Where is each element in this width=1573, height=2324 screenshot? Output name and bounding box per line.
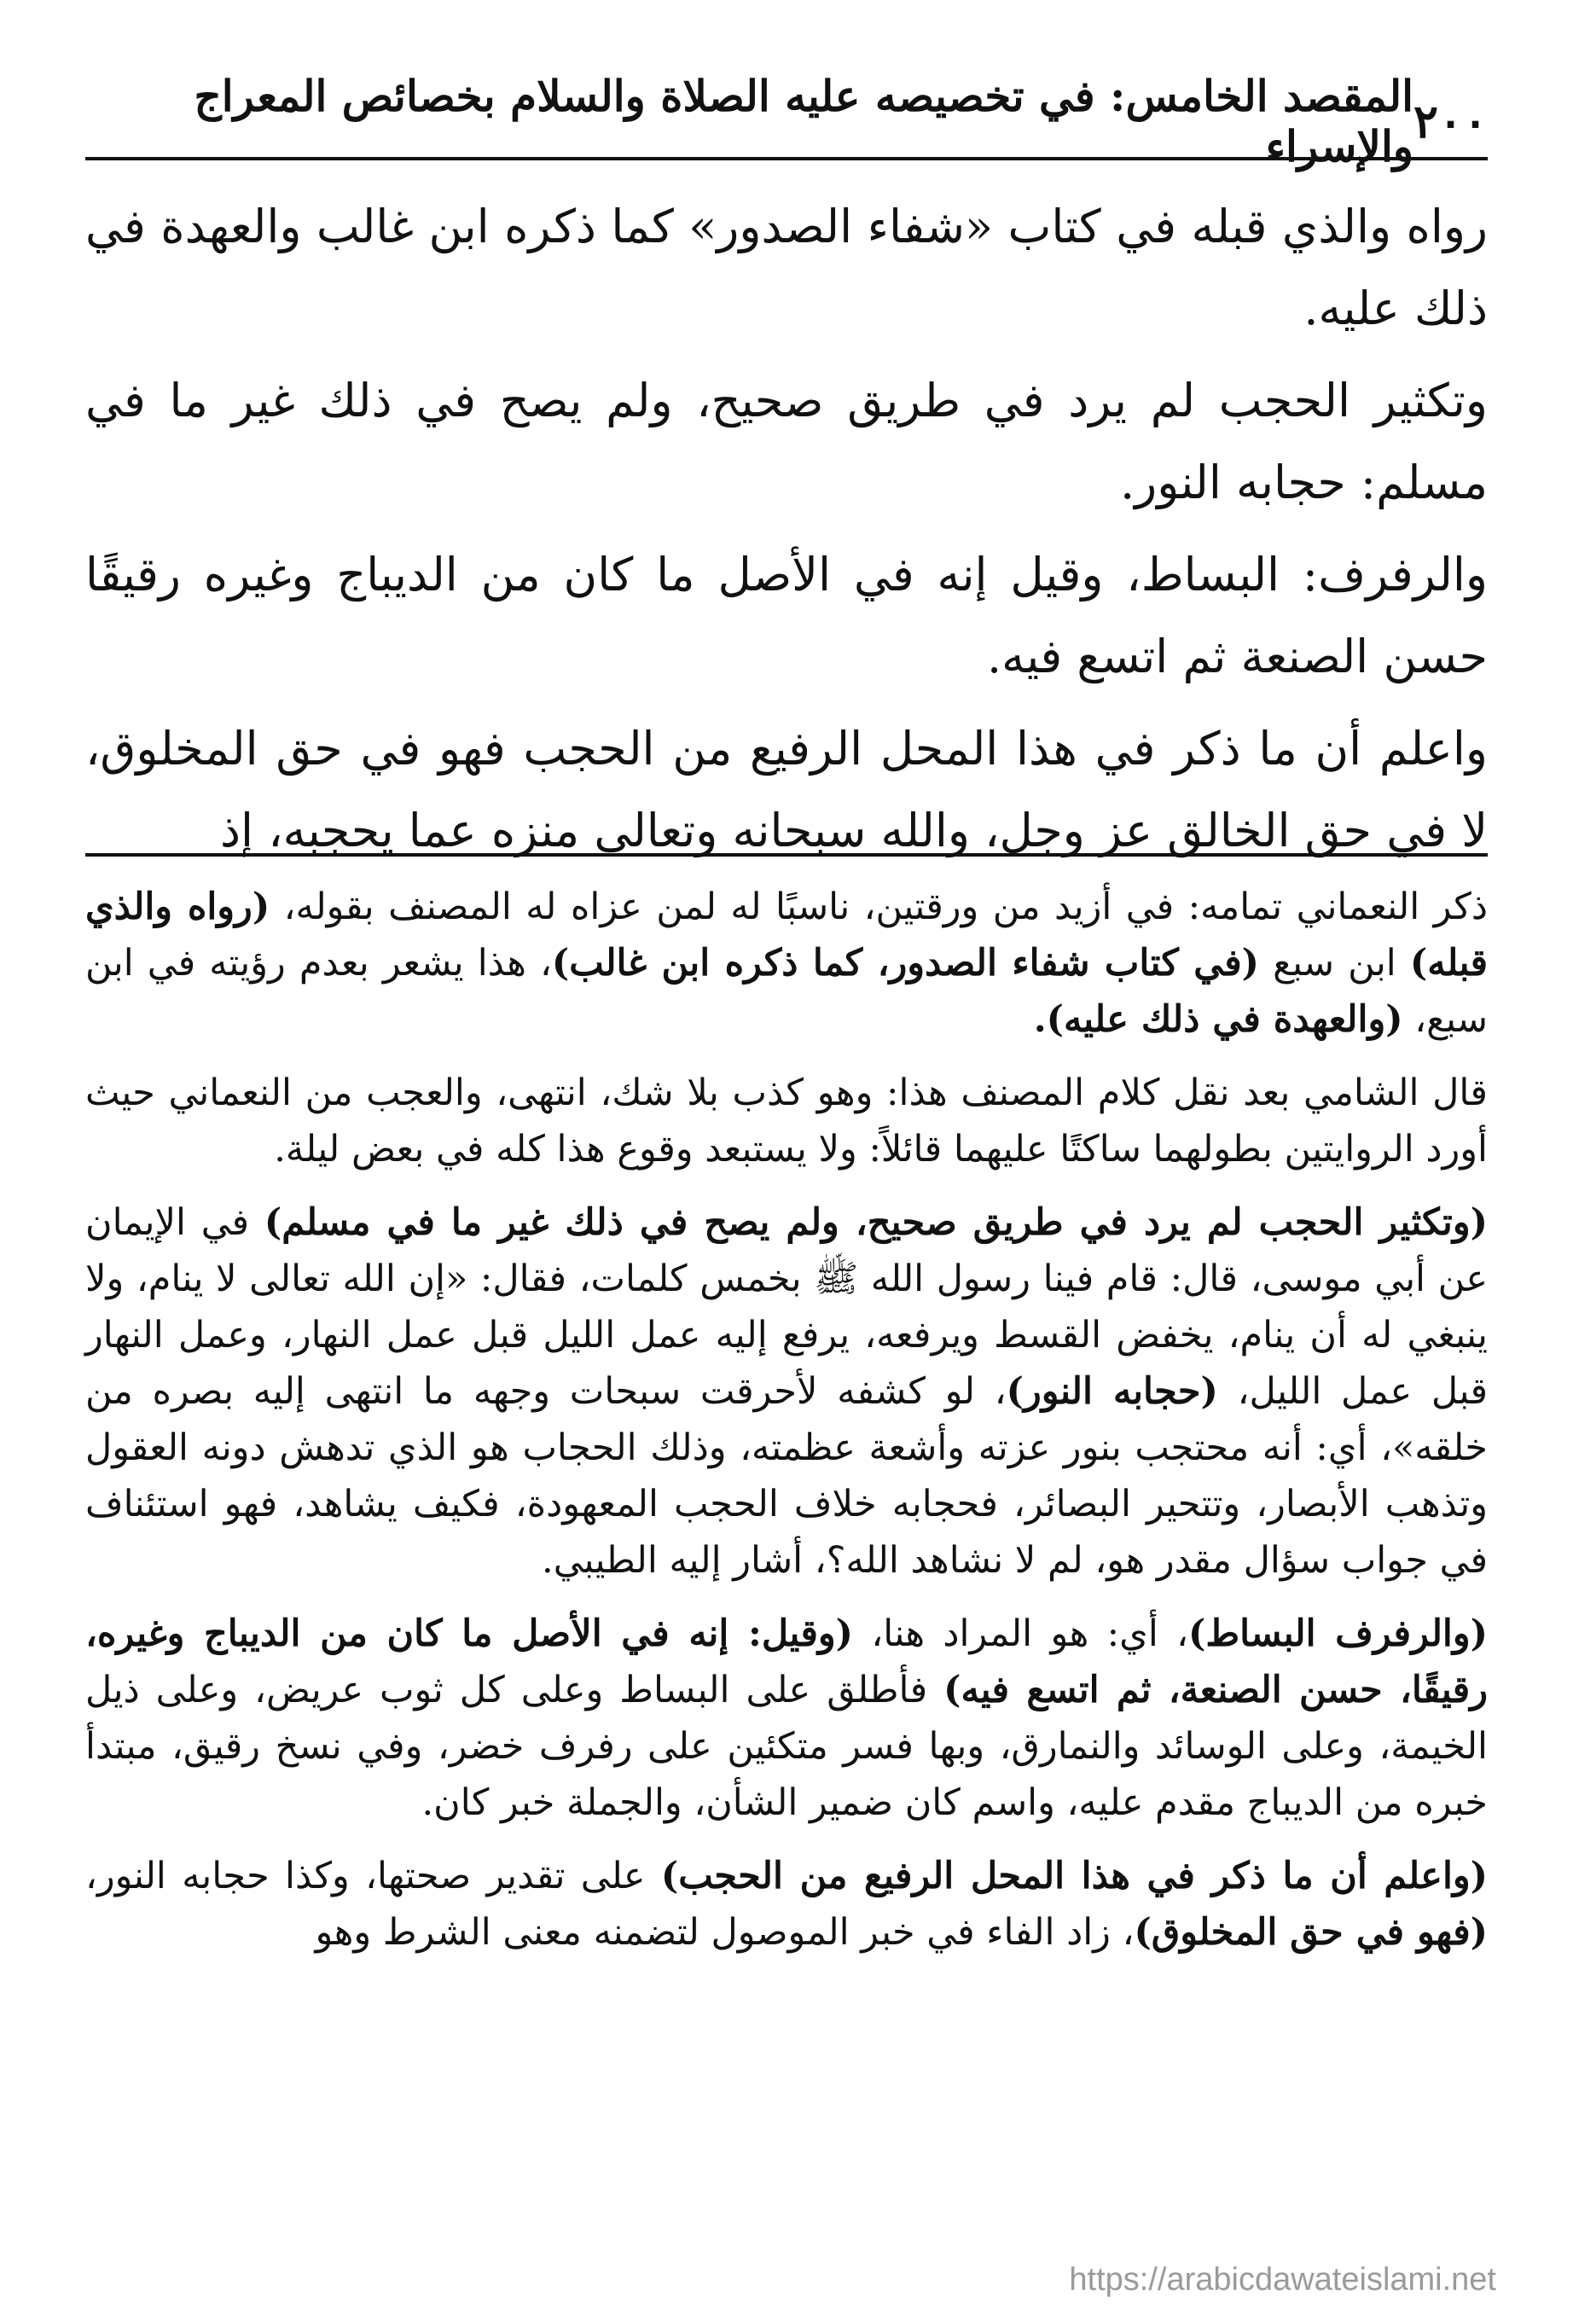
main-paragraph: والرفرف: البساط، وقيل إنه في الأصل ما كان من الديباج وغيره رقيقًا حسن الصنعة ثم اتسع فيه. [85, 548, 1488, 683]
commentary-paragraph [85, 879, 1488, 1048]
quoted-matn: (حجابه النور) [1006, 1370, 1218, 1413]
quoted-matn: (واعلم أن ما ذكر في هذا المحل الرفيع من الحجب) [660, 1855, 1488, 1897]
commentary-text: ، زاد الفاء في خبر الموصول لتضمنه معنى الشرط وهو [315, 1911, 1135, 1954]
commentary-text: ابن سبع [1259, 942, 1410, 985]
page-number: ٢٠٠ [1413, 94, 1488, 148]
commentary-text: ، هذا يشعر بعدم رؤيته في ابن سبع، [85, 942, 1488, 1041]
chapter-title: المقصد الخامس: في تخصيصه عليه الصلاة والسلام بخصائص المعراج والإسراء [194, 71, 1413, 171]
main-paragraph: وتكثير الحجب لم يرد في طريق صحيح، ولم يصح في ذلك غير ما في مسلم: حجابه النور. [85, 374, 1488, 509]
quoted-matn: (والرفرف البساط) [1188, 1612, 1488, 1655]
quoted-matn: (رواه والذي قبله) [85, 886, 1489, 985]
quoted-matn: (وقيل: إنه في الأصل ما كان من الديباج وغيره، رقيقًا، حسن الصنعة، ثم اتسع فيه) [85, 1612, 1489, 1711]
quoted-matn: (فهو في حق المخلوق) [1134, 1911, 1488, 1954]
quoted-matn: (وتكثير الحجب لم يرد في طريق صحيح، ولم يصح في ذلك غير ما في مسلم) [264, 1201, 1488, 1244]
main-paragraph: واعلم أن ما ذكر في هذا المحل الرفيع من الحجب فهو في حق المخلوق، لا في حق الخالق عز وجل، والله سبحانه وتعالى منزه عما يحجبه، إذ [85, 722, 1488, 857]
commentary-paragraph [85, 1848, 1488, 1961]
commentary-paragraph: قال الشامي بعد نقل كلام المصنف هذا: وهو كذب بلا شك، انتهى، والعجب من النعماني حيث أورد الروايتين بطولهما ساكتًا عليهما قائلاً: ولا يستبعد وقوع هذا كله في بعض ليلة. [85, 1072, 1488, 1171]
commentary-text: على تقدير صحتها، وكذا حجابه النور، [85, 1855, 661, 1897]
quoted-matn: (في كتاب شفاء الصدور، كما ذكره ابن غالب) [551, 942, 1260, 985]
main-text [85, 186, 1488, 882]
quoted-matn: (والعهدة في ذلك عليه). [1033, 998, 1403, 1041]
commentary-paragraph [85, 1194, 1488, 1589]
commentary-text: فأطلق على البساط وعلى كل ثوب عريض، وعلى ذيل الخيمة، وعلى الوسائد والنمارق، وبها فسر متكئين على رفرف خضر، وفي نسخ رقيق، مبتدأ خبره من الديباج مقدم عليه، واسم كان ضمير الشأن، والجملة خبر كان. [85, 1669, 1488, 1824]
main-paragraph: رواه والذي قبله في كتاب «شفاء الصدور» كما ذكره ابن غالب والعهدة في ذلك عليه. [85, 200, 1488, 335]
commentary-paragraph [85, 1606, 1488, 1831]
commentary-text: ، لو كشفه لأحرقت سبحات وجهه ما انتهى إليه بصره من خلقه»، أي: أنه محتجب بنور عزته وأشعة عظمته، وذلك الحجاب هو الذي تدهش دونه العقول وتذهب الأبصار، وتتحير البصائر، فحجابه خلاف الحجب المعهودة، فكيف يشاهد، فهو استئناف في جواب سؤال مقدر هو، لم لا نشاهد الله؟، أشار إليه الطيبي. [85, 1370, 1488, 1582]
commentary-text: في الإيمان عن أبي موسى، قال: قام فينا رسول الله ﷺ بخمس كلمات، فقال: «إن الله تعالى لا ينام، ولا ينبغي له أن ينام، يخفض القسط ويرفعه، يرفع إليه عمل الليل قبل عمل النهار، وعمل النهار قبل عمل الليل، [85, 1201, 1488, 1413]
watermark-url: https://arabicdawateislami.net [1069, 2262, 1496, 2298]
commentary-text: ذكر النعماني تمامه: في أزيد من ورقتين، ناسبًا له لمن عزاه له المصنف بقوله، [270, 886, 1488, 928]
running-header [85, 71, 1488, 171]
commentary-text: ، أي: هو المراد هنا، [853, 1612, 1188, 1655]
footnote-divider [85, 853, 1488, 857]
commentary [85, 879, 1488, 1978]
